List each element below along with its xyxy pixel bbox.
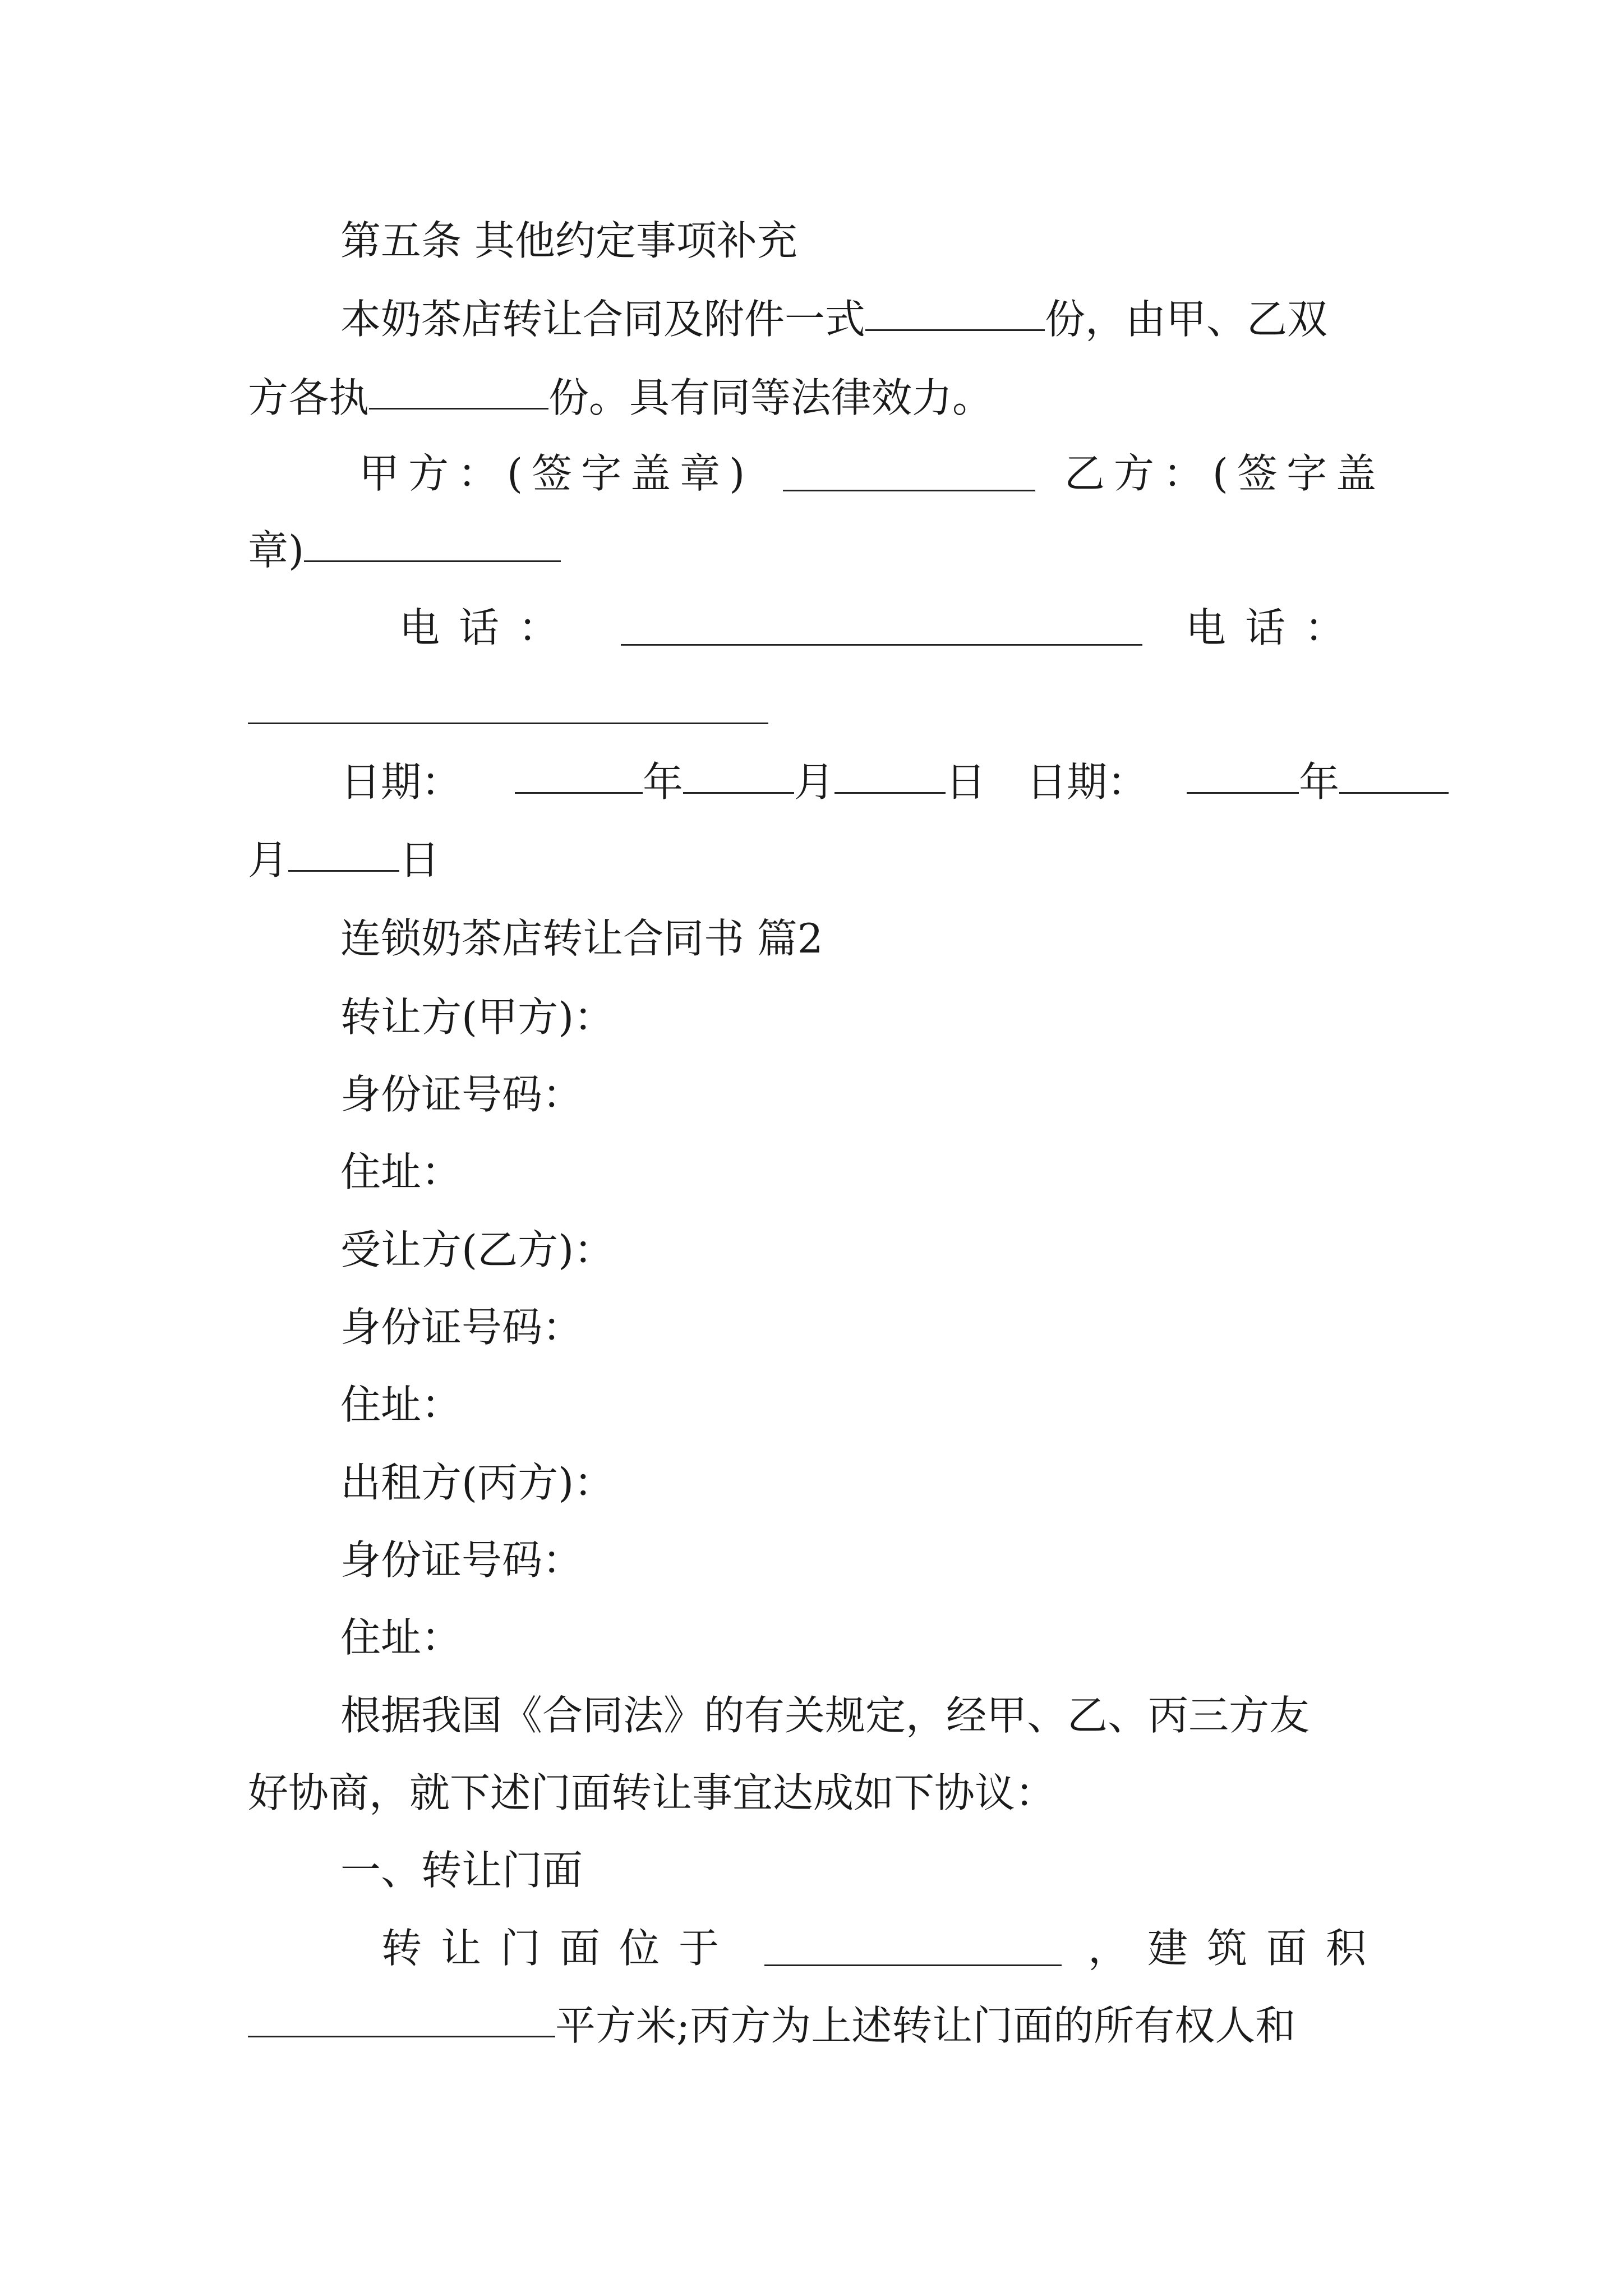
preamble-line-1: 根据我国《合同法》的有关规定，经甲、乙、丙三方友 xyxy=(340,1692,1310,1739)
party-b-sign-label-cont: 章) xyxy=(248,527,305,574)
copies-line-1 xyxy=(340,296,1328,343)
date-b-year-blank xyxy=(1187,792,1299,794)
party-b-sign-label: 乙方：(签字盖 xyxy=(1064,450,1385,497)
party-a-address-label: 住址： xyxy=(340,1148,462,1195)
party-b-id-label: 身份证号码： xyxy=(340,1304,583,1351)
date-a-month: 月 xyxy=(794,758,835,806)
date-b-month: 月 xyxy=(248,836,289,884)
date-b-day: 日 xyxy=(399,836,440,884)
copies-each-blank xyxy=(369,408,548,409)
phone-line xyxy=(399,604,1364,651)
date-b-year: 年 xyxy=(1299,758,1340,806)
signature-line xyxy=(359,450,1385,497)
date-b-label: 日期： xyxy=(1026,758,1148,806)
date-a-day: 日 xyxy=(946,758,986,806)
party-b-address-label: 住址： xyxy=(340,1381,462,1428)
section1-location-label: 转让门面位于 xyxy=(381,1925,739,1972)
party-a-id-label: 身份证号码： xyxy=(340,1071,583,1118)
section1-area-label: ，建筑面积 xyxy=(1087,1925,1385,1972)
date-a-label: 日期： xyxy=(340,758,462,806)
copies-text-4: 份。具有同等法律效力。 xyxy=(548,374,993,421)
date-a-year-blank xyxy=(515,792,643,794)
party-a-name-label: 转让方(甲方)： xyxy=(340,993,615,1041)
copies-text-1: 本奶茶店转让合同及附件一式 xyxy=(340,296,866,343)
date-line-2 xyxy=(248,836,440,884)
phone-a-label: 电话： xyxy=(399,604,578,651)
date-a-day-blank xyxy=(834,792,946,794)
copies-total-blank xyxy=(865,329,1045,331)
section1-title: 一、转让门面 xyxy=(340,1847,583,1894)
signature-line-2 xyxy=(248,527,561,574)
copies-text-3: 方各执 xyxy=(248,374,370,421)
date-a-year: 年 xyxy=(643,758,684,806)
area-blank xyxy=(248,2036,555,2037)
copies-text-2: 份，由甲、乙双 xyxy=(1045,296,1328,343)
date-b-day-blank xyxy=(288,870,399,872)
party-b-sign-blank xyxy=(304,560,561,562)
phone-a-blank xyxy=(621,644,1142,646)
article5-heading: 第五条 其他约定事项补充 xyxy=(340,217,797,264)
section1-line-2 xyxy=(248,2002,1296,2049)
section1-area-text: 平方米;丙方为上述转让门面的所有权人和 xyxy=(555,2002,1296,2049)
party-c-name-label: 出租方(丙方)： xyxy=(340,1459,615,1506)
location-blank xyxy=(764,1964,1062,1966)
date-line xyxy=(340,758,1449,806)
date-a-month-blank xyxy=(683,792,794,794)
party-a-sign-label: 甲方：(签字盖章) xyxy=(359,450,754,497)
phone-b-label: 电话： xyxy=(1185,604,1364,651)
phone-b-blank xyxy=(248,723,768,724)
copies-line-2 xyxy=(248,374,993,421)
contract2-title: 连锁奶茶店转让合同书 篇2 xyxy=(340,915,823,962)
party-c-address-label: 住址： xyxy=(340,1614,462,1661)
date-b-month-blank-1 xyxy=(1339,792,1449,794)
party-c-id-label: 身份证号码： xyxy=(340,1536,583,1584)
party-b-name-label: 受让方(乙方)： xyxy=(340,1226,615,1273)
party-a-sign-blank xyxy=(783,490,1035,491)
preamble-line-2: 好协商，就下述门面转让事宜达成如下协议： xyxy=(248,1769,1056,1816)
section1-line-1 xyxy=(381,1925,1385,1972)
